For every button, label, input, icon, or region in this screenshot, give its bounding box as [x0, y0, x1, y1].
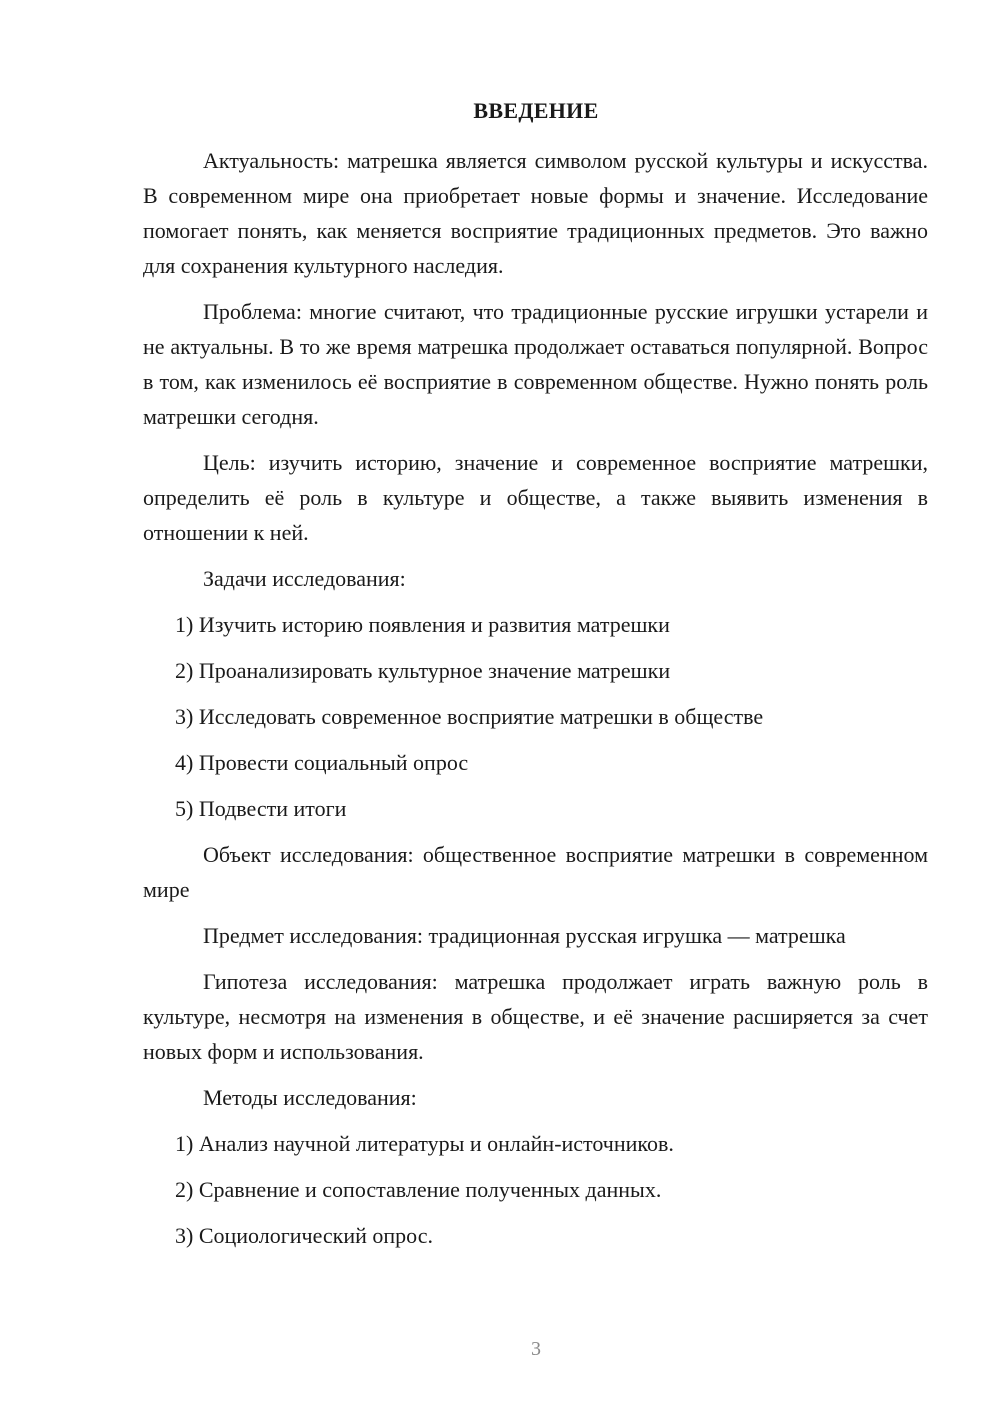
hypothesis-paragraph: Гипотеза исследования: матрешка продолжает играть важную роль в культуре, несмотря на изменения в обществе, и её значение расширяется за счет новых форм и использования. — [143, 969, 928, 1064]
section-title: ВВЕДЕНИЕ — [473, 98, 599, 123]
goal-paragraph: Цель: изучить историю, значение и современное восприятие матрешки, определить её роль в культуре и обществе, а также выявить изменения в отношении к ней. — [143, 450, 928, 545]
task-item-5: 5) Подвести итоги — [175, 796, 347, 821]
task-item-3: 3) Исследовать современное восприятие матрешки в обществе — [175, 704, 764, 729]
object-paragraph: Объект исследования: общественное восприятие матрешки в современном мире — [143, 842, 928, 902]
tasks-heading: Задачи исследования: — [203, 566, 406, 591]
methods-heading: Методы исследования: — [203, 1085, 417, 1110]
relevance-paragraph: Актуальность: матрешка является символом русской культуры и искусства. В современном мире она приобретает новые формы и значение. Исследование помогает понять, как меняется восприятие традиционных предметов. Это важно для сохранения культурного наследия. — [143, 148, 928, 278]
task-item-4: 4) Провести социальный опрос — [175, 750, 469, 775]
problem-paragraph: Проблема: многие считают, что традиционные русские игрушки устарели и не актуальны. В то же время матрешка продолжает оставаться популярной. Вопрос в том, как изменилось её восприятие в современном обществе. Нужно понять роль матрешки сегодня. — [143, 299, 928, 429]
method-item-1: 1) Анализ научной литературы и онлайн-источников. — [175, 1131, 674, 1156]
document-body — [143, 143, 928, 1264]
task-item-1: 1) Изучить историю появления и развития матрешки — [175, 612, 670, 637]
method-item-3: 3) Социологический опрос. — [175, 1223, 433, 1248]
task-item-2: 2) Проанализировать культурное значение матрешки — [175, 658, 671, 683]
subject-paragraph: Предмет исследования: традиционная русская игрушка — матрешка — [203, 923, 846, 948]
method-item-2: 2) Сравнение и сопоставление полученных данных. — [175, 1177, 662, 1202]
page-number: 3 — [531, 1338, 541, 1360]
